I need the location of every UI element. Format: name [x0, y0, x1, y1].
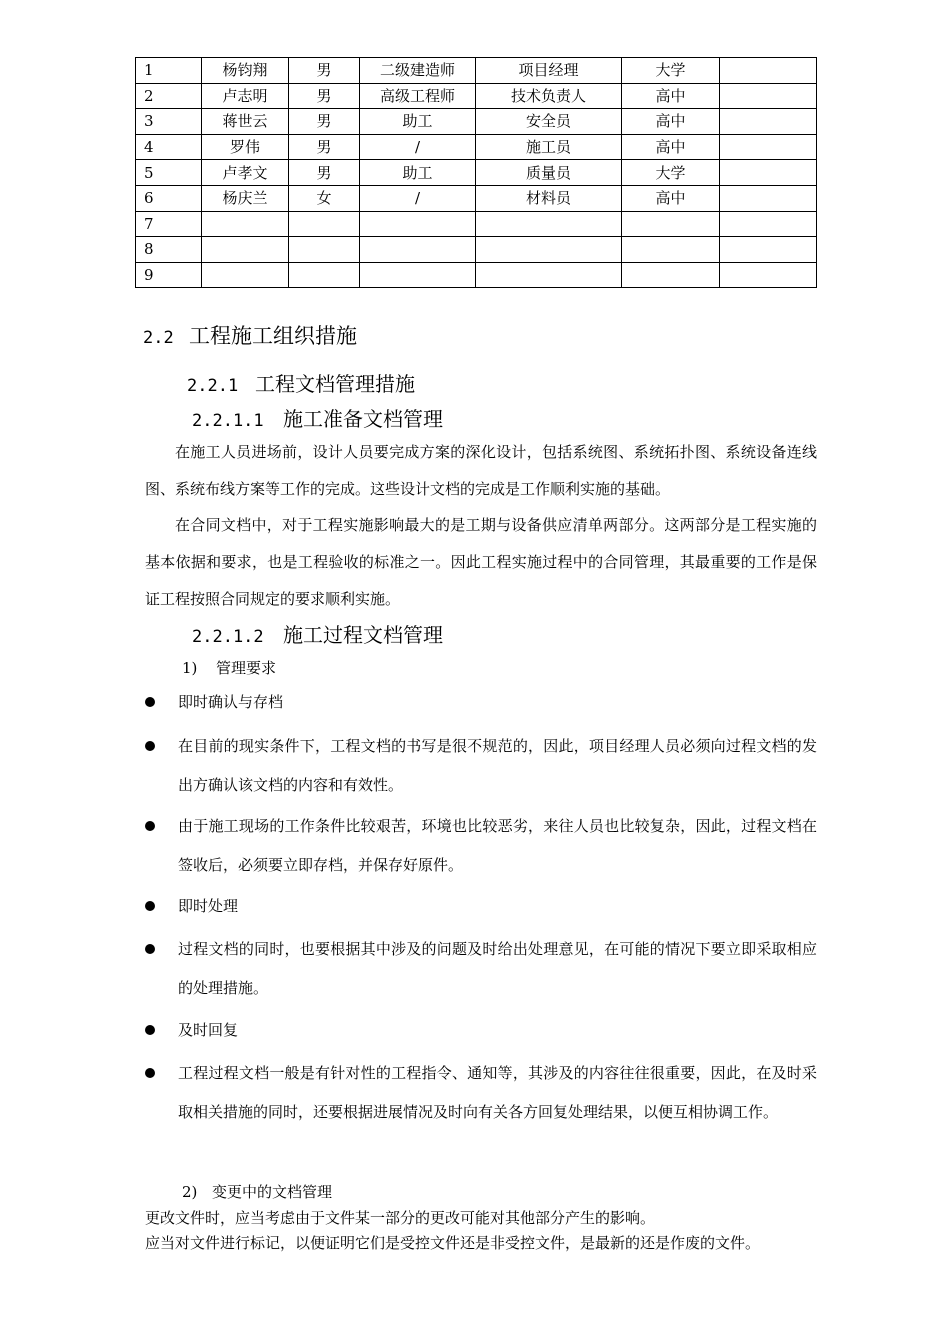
table-cell-education: 高中: [622, 109, 720, 135]
table-cell-title: 助工: [360, 109, 476, 135]
table-cell-position: [476, 237, 622, 263]
table-cell-gender: [289, 237, 360, 263]
bullet-item: [145, 1011, 817, 1050]
section-2-2-1-heading: [187, 368, 415, 397]
table-cell-gender: 男: [289, 134, 360, 160]
table-cell-education: 高中: [622, 83, 720, 109]
table-cell-name: 卢志明: [202, 83, 289, 109]
table-cell-gender: [289, 262, 360, 288]
bullet-item: [145, 683, 817, 722]
bullet-dot-icon: [145, 944, 155, 954]
table-cell-education: 高中: [622, 185, 720, 211]
table-cell-name: [202, 237, 289, 263]
list-number: 1): [182, 659, 198, 677]
section-title: 施工准备文档管理: [283, 407, 443, 431]
bullet-text: 即时确认与存档: [178, 693, 284, 711]
table-cell-name: 蒋世云: [202, 109, 289, 135]
table-cell-position: 安全员: [476, 109, 622, 135]
table-cell-gender: 男: [289, 83, 360, 109]
table-cell-no: 1: [136, 58, 202, 84]
table-cell-no: 8: [136, 237, 202, 263]
table-cell-title: [360, 237, 476, 263]
table-cell-name: [202, 211, 289, 237]
table-row: [136, 185, 817, 211]
table-cell-no: 7: [136, 211, 202, 237]
table-cell-no: 5: [136, 160, 202, 186]
bullet-text: 在目前的现实条件下，工程文档的书写是很不规范的，因此，项目经理人员必须向过程文档的发出方确认该文档的内容和有效性。: [178, 737, 817, 794]
table-cell-position: 材料员: [476, 185, 622, 211]
table-cell-education: 大学: [622, 58, 720, 84]
table-cell-education: [622, 211, 720, 237]
section-title: 施工过程文档管理: [283, 623, 443, 647]
table-cell-position: 施工员: [476, 134, 622, 160]
table-cell-remark: [720, 211, 817, 237]
section-2-2-1-1-heading: [192, 403, 443, 432]
table-cell-gender: [289, 211, 360, 237]
bullet-dot-icon: [145, 741, 155, 751]
list-label: 管理要求: [216, 659, 277, 677]
table-cell-remark: [720, 185, 817, 211]
table-cell-remark: [720, 83, 817, 109]
table-row: [136, 83, 817, 109]
bullet-item: [145, 887, 817, 926]
table-row: [136, 58, 817, 84]
table-cell-position: 技术负责人: [476, 83, 622, 109]
table-cell-title: 高级工程师: [360, 83, 476, 109]
table-cell-name: 杨庆兰: [202, 185, 289, 211]
table-cell-name: 卢孝文: [202, 160, 289, 186]
staff-table: [135, 57, 817, 288]
table-cell-no: 3: [136, 109, 202, 135]
table-cell-no: 9: [136, 262, 202, 288]
list-number: 2): [182, 1183, 198, 1201]
paragraph: 在合同文档中，对于工程实施影响最大的是工期与设备供应清单两部分。这两部分是工程实施的基本依据和要求，也是工程验收的标准之一。因此工程实施过程中的合同管理，其最重要的工作是保证工程按照合同规定的要求顺利实施。: [145, 516, 817, 608]
table-cell-name: 罗伟: [202, 134, 289, 160]
bullet-dot-icon: [145, 697, 155, 707]
table-cell-no: 4: [136, 134, 202, 160]
table-cell-no: 2: [136, 83, 202, 109]
text-line: 更改文件时，应当考虑由于文件某一部分的更改可能对其他部分产生的影响。: [145, 1209, 656, 1227]
table-cell-education: 高中: [622, 134, 720, 160]
list-label: 变更中的文档管理: [212, 1183, 333, 1201]
table-cell-title: 助工: [360, 160, 476, 186]
bullet-dot-icon: [145, 1068, 155, 1078]
text-line: 应当对文件进行标记，以便证明它们是受控文件还是非受控文件，是最新的还是作废的文件。: [145, 1234, 761, 1252]
section-2-2-1-2-heading: [192, 619, 443, 648]
table-cell-title: /: [360, 134, 476, 160]
staff-table-body: [136, 58, 817, 288]
bullet-dot-icon: [145, 901, 155, 911]
bullet-item: [145, 727, 817, 805]
table-cell-gender: 男: [289, 160, 360, 186]
table-cell-title: /: [360, 185, 476, 211]
section-2-2-heading: [143, 320, 357, 350]
table-row: [136, 109, 817, 135]
table-cell-position: [476, 262, 622, 288]
table-cell-remark: [720, 134, 817, 160]
table-row: [136, 262, 817, 288]
table-cell-name: [202, 262, 289, 288]
table-cell-title: [360, 262, 476, 288]
section-number: 2.2.1.1: [192, 411, 264, 431]
table-row: [136, 160, 817, 186]
section-title: 工程施工组织措施: [189, 324, 357, 348]
bullet-text: 即时处理: [178, 897, 239, 915]
bullet-dot-icon: [145, 821, 155, 831]
section-title: 工程文档管理措施: [255, 372, 415, 396]
bullet-text: 工程过程文档一般是有针对性的工程指令、通知等，其涉及的内容往往很重要，因此，在及时采取相关措施的同时，还要根据进展情况及时向有关各方回复处理结果，以便互相协调工作。: [178, 1064, 817, 1121]
section-number: 2.2.1.2: [192, 627, 264, 647]
table-row: [136, 211, 817, 237]
table-cell-remark: [720, 58, 817, 84]
section-number: 2.2: [143, 328, 174, 348]
bullet-text: 由于施工现场的工作条件比较艰苦，环境也比较恶劣，来往人员也比较复杂，因此，过程文档在签收后，必须要立即存档，并保存好原件。: [178, 817, 817, 874]
bullet-item: [145, 807, 817, 885]
list-item-change-documents: [182, 1181, 332, 1202]
table-cell-remark: [720, 237, 817, 263]
bullet-dot-icon: [145, 1025, 155, 1035]
table-cell-gender: 女: [289, 185, 360, 211]
bullet-item: [145, 1054, 817, 1132]
table-cell-title: [360, 211, 476, 237]
table-row: [136, 134, 817, 160]
bullet-item: [145, 930, 817, 1008]
section-number: 2.2.1: [187, 376, 239, 396]
list-item-management-requirements: [182, 657, 276, 678]
table-cell-remark: [720, 109, 817, 135]
table-cell-title: 二级建造师: [360, 58, 476, 84]
table-cell-name: 杨钧翔: [202, 58, 289, 84]
table-cell-remark: [720, 160, 817, 186]
table-cell-no: 6: [136, 185, 202, 211]
table-cell-gender: 男: [289, 58, 360, 84]
table-cell-position: 项目经理: [476, 58, 622, 84]
table-cell-gender: 男: [289, 109, 360, 135]
bullet-text: 过程文档的同时，也要根据其中涉及的问题及时给出处理意见，在可能的情况下要立即采取相应的处理措施。: [178, 940, 817, 997]
paragraph: 在施工人员进场前，设计人员要完成方案的深化设计，包括系统图、系统拓扑图、系统设备连线图、系统布线方案等工作的完成。这些设计文档的完成是工作顺利实施的基础。: [145, 443, 817, 498]
table-cell-education: [622, 237, 720, 263]
table-cell-position: [476, 211, 622, 237]
bullet-text: 及时回复: [178, 1021, 239, 1039]
table-cell-education: [622, 262, 720, 288]
table-cell-remark: [720, 262, 817, 288]
table-row: [136, 237, 817, 263]
table-cell-education: 大学: [622, 160, 720, 186]
table-cell-position: 质量员: [476, 160, 622, 186]
